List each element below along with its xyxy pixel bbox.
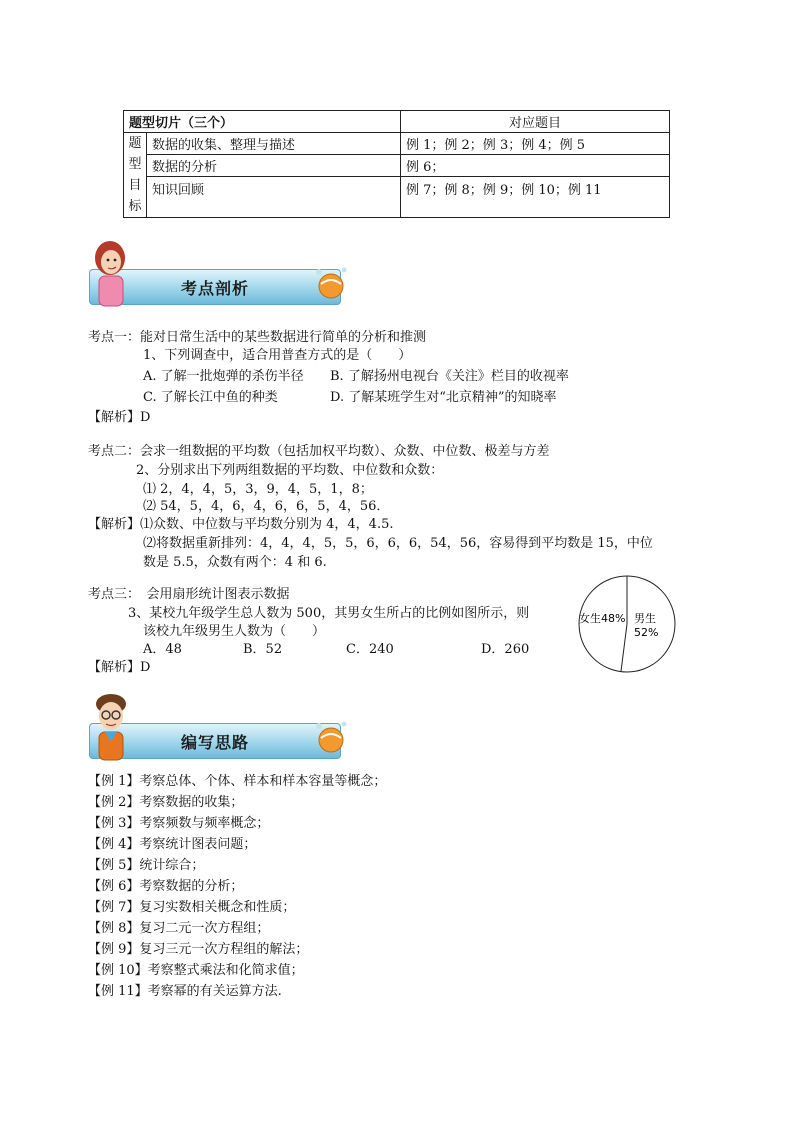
option-d: D. 了解某班学生对“北京精神”的知晓率	[330, 390, 557, 405]
section1-heading: 考点一：能对日常生活中的某些数据进行简单的分析和推测	[88, 330, 427, 345]
analysis-2a: 【解析】⑴众数、中位数与平均数分别为 4，4，4.5.	[88, 517, 394, 532]
vertical-char: 型	[128, 157, 142, 172]
option-b: B．52	[243, 642, 283, 657]
pie-label-female: 女生48%	[579, 612, 626, 625]
table-row	[124, 155, 670, 177]
list-item: 【例 6】考察数据的分析；	[88, 879, 244, 894]
data-set-1: ⑴ 2，4，4，5，3，9，4，5，1，8；	[143, 482, 373, 497]
analysis-2b: ⑵将数据重新排列：4，4，4，5，5，6，6，6，54，56，容易得到平均数是 15，中位	[143, 536, 653, 551]
section2-heading: 考点二：会求一组数据的平均数（包括加权平均数）、众数、中位数、极差与方差	[88, 444, 550, 459]
question-3b: 该校九年级男生人数为（ ）	[143, 624, 326, 639]
gender-pie-chart	[577, 574, 677, 674]
summary-table	[123, 110, 670, 218]
banner-analysis	[89, 236, 349, 308]
list-item: 【例 5】统计综合；	[88, 858, 205, 873]
question-3a: 3、某校九年级学生总人数为 500，其男女生所占的比例如图所示，则	[128, 606, 530, 621]
question-1: 1、下列调查中，适合用普查方式的是（ ）	[143, 348, 412, 363]
table-row	[124, 133, 670, 155]
row-topic: 数据的收集、整理与描述	[147, 133, 401, 155]
analysis-3: 【解析】D	[88, 660, 151, 675]
ornament-ball-icon	[311, 718, 351, 758]
list-item: 【例 7】复习实数相关概念和性质；	[88, 900, 296, 915]
vertical-char: 标	[128, 199, 142, 214]
row-items: 例 7；例 8；例 9；例 10；例 11	[401, 177, 670, 218]
list-item: 【例 11】考察幂的有关运算方法.	[88, 984, 282, 999]
option-c: C. 了解长江中鱼的种类	[143, 390, 278, 405]
list-item: 【例 3】考察频数与频率概念；	[88, 816, 270, 831]
list-item: 【例 9】复习三元一次方程组的解法；	[88, 942, 309, 957]
list-item: 【例 2】考察数据的收集；	[88, 795, 244, 810]
list-item: 【例 8】复习二元一次方程组；	[88, 921, 270, 936]
girl-cartoon-icon	[89, 236, 131, 308]
pie-label-male: 男生	[634, 612, 656, 625]
banner-title: 考点剖析	[181, 279, 250, 298]
data-set-2: ⑵ 54，5，4，6，4，6，6，5，4，56．	[143, 499, 390, 514]
option-c: C．240	[346, 642, 394, 657]
ornament-ball-icon	[311, 264, 351, 304]
list-item: 【例 1】考察总体、个体、样本和样本容量等概念；	[88, 774, 387, 789]
section3-heading: 考点三： 会用扇形统计图表示数据	[88, 587, 290, 602]
row-topic: 知识回顾	[147, 177, 401, 218]
row-topic: 数据的分析	[147, 155, 401, 177]
table-header-left: 题型切片（三个）	[124, 111, 401, 133]
table-row	[124, 177, 670, 218]
pie-label-male-percent: 52%	[634, 626, 659, 639]
vertical-char: 题	[128, 136, 142, 151]
row-items: 例 1；例 2；例 3；例 4；例 5	[401, 133, 670, 155]
list-item: 【例 10】考察整式乘法和化简求值；	[88, 963, 304, 978]
analysis-2c: 数是 5.5，众数有两个：4 和 6.	[143, 555, 327, 570]
table-header-right: 对应题目	[401, 111, 670, 133]
option-d: D．260	[481, 642, 530, 657]
list-item: 【例 4】考察统计图表问题；	[88, 837, 257, 852]
banner-ideas	[89, 690, 349, 762]
analysis-1: 【解析】D	[88, 410, 151, 425]
boy-cartoon-icon	[89, 690, 133, 762]
question-2: 2、分别求出下列两组数据的平均数、中位数和众数：	[136, 463, 444, 478]
banner-title: 编写思路	[181, 733, 250, 752]
option-a: A．48	[143, 642, 182, 657]
table-header-row	[124, 111, 670, 133]
vertical-char: 目	[128, 178, 142, 193]
option-a: A. 了解一批炮弹的杀伤半径	[143, 369, 304, 384]
option-b: B. 了解扬州电视台《关注》栏目的收视率	[330, 369, 569, 384]
vertical-label	[124, 133, 147, 218]
row-items: 例 6；	[401, 155, 670, 177]
